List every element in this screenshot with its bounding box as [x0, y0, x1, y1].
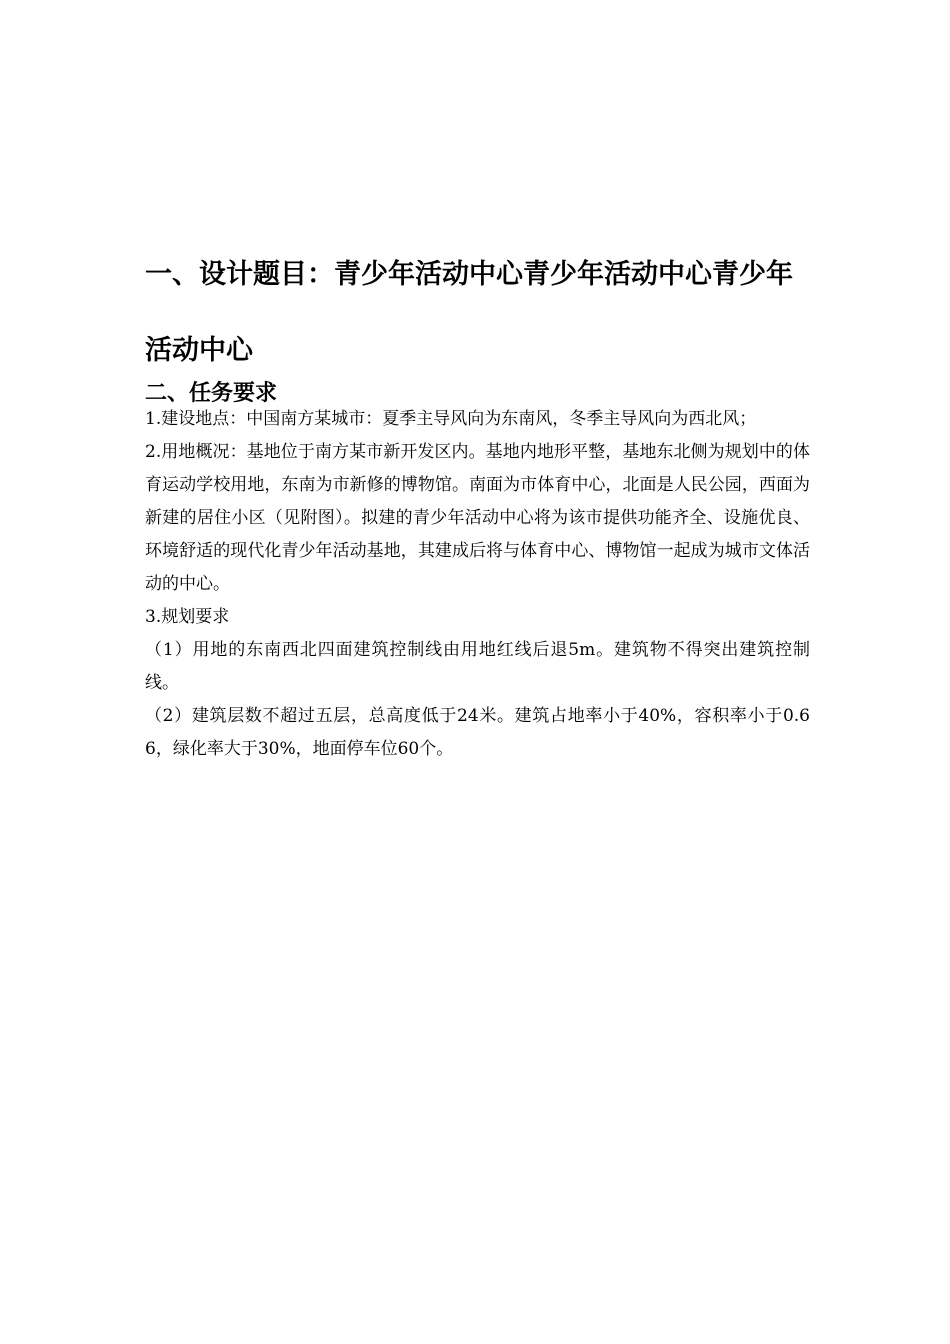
design-title-line1: 一、设计题目：青少年活动中心青少年活动中心青少年: [145, 259, 793, 290]
planning-requirements-heading: 3.规划要求: [145, 607, 230, 627]
requirement-2-paragraph: （2）建筑层数不超过五层，总高度低于24米。建筑占地率小于40%，容积率小于0.66，绿化率大于30%，地面停车位60个。: [145, 706, 810, 759]
requirement-1-paragraph: （1）用地的东南西北四面建筑控制线由用地红线后退5m。建筑物不得突出建筑控制线。: [145, 640, 810, 693]
design-title-line2: 活动中心: [145, 335, 253, 366]
site-overview-paragraph: 2.用地概况：基地位于南方某市新开发区内。基地内地形平整，基地东北侧为规划中的体育运动学校用地，东南为市新修的博物馆。南面为市体育中心，北面是人民公园，西面为新建的居住小区（见附图）。拟建的青少年活动中心将为该市提供功能齐全、设施优良、环境舒适的现代化青少年活动基地，其建成后将与体育中心、博物馆一起成为城市文体活动的中心。: [145, 442, 810, 594]
construction-site-paragraph: 1.建设地点：中国南方某城市：夏季主导风向为东南风，冬季主导风向为西北风；: [145, 409, 757, 429]
task-requirements-heading: 二、任务要求: [145, 381, 278, 406]
document-content: [145, 252, 810, 766]
